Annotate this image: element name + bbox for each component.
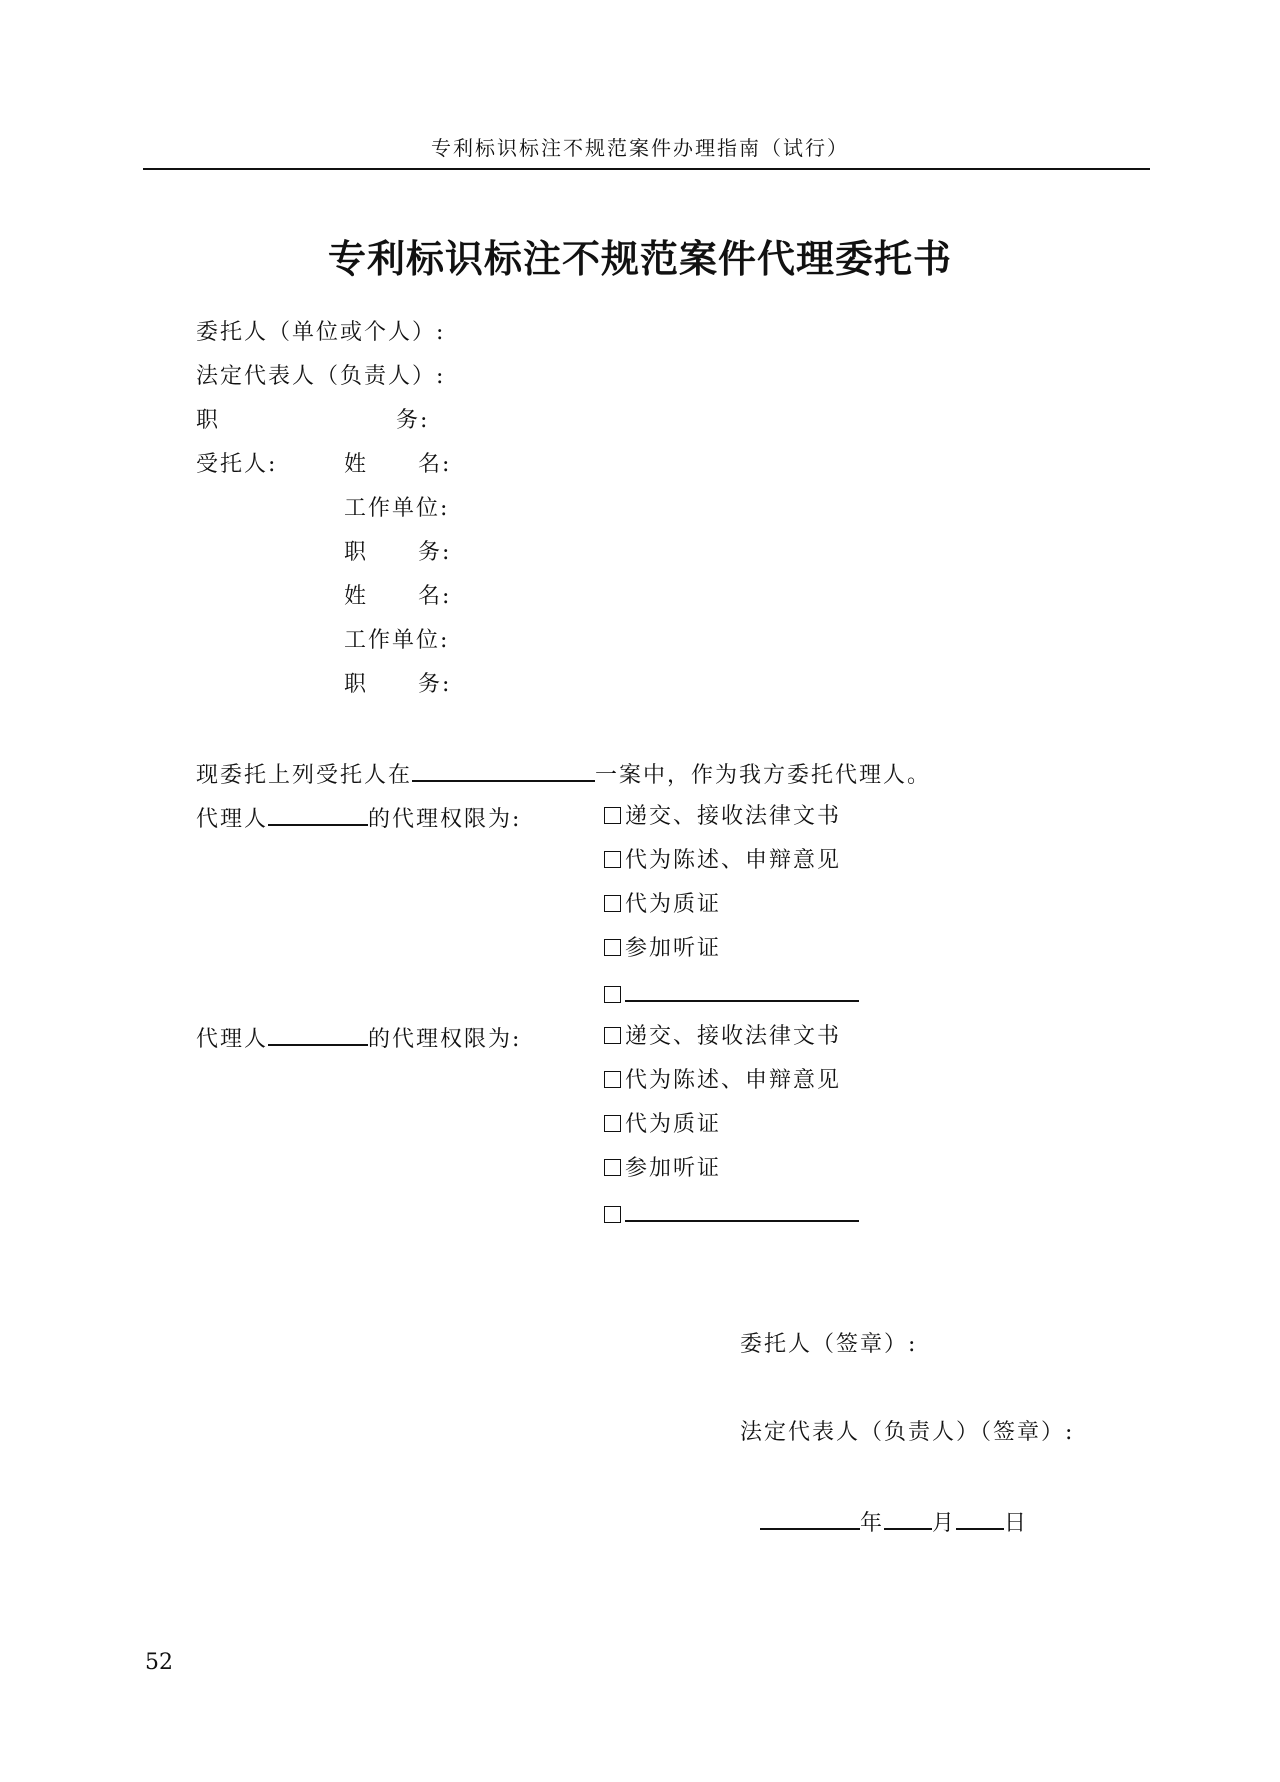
document-title: 专利标识标注不规范案件代理委托书	[327, 236, 952, 281]
legal-rep-label: 法定代表人（负责人）:	[196, 364, 446, 389]
authority-1-prefix: 代理人	[196, 807, 269, 832]
authority-1-suffix: 的代理权限为:	[368, 807, 522, 832]
checkbox[interactable]	[604, 895, 621, 912]
year-blank[interactable]	[760, 1506, 860, 1530]
authority-1-option[interactable]	[604, 846, 841, 876]
page-number: 52	[145, 1650, 173, 1675]
option-label: 参加听证	[625, 936, 722, 961]
month-label: 月	[932, 1511, 957, 1536]
entrust-statement	[196, 758, 931, 791]
option-label: 递交、接收法律文书	[625, 1024, 842, 1049]
entrust-suffix: 一案中，作为我方委托代理人。	[595, 763, 932, 788]
checkbox[interactable]	[604, 1027, 621, 1044]
agent-1-name-label-a: 姓	[344, 452, 369, 477]
authority-1-option[interactable]	[604, 890, 721, 920]
agent-1-name-label-b: 名:	[418, 452, 452, 477]
checkbox[interactable]	[604, 851, 621, 868]
option-label: 递交、接收法律文书	[625, 804, 842, 829]
day-label: 日	[1004, 1511, 1029, 1536]
other-authority-blank[interactable]	[625, 978, 859, 1002]
principal-position-label-b: 务:	[396, 408, 430, 433]
agent-2-workplace-label: 工作单位:	[344, 628, 450, 653]
day-blank[interactable]	[956, 1506, 1004, 1530]
option-label: 代为质证	[625, 892, 722, 917]
other-authority-blank[interactable]	[625, 1198, 859, 1222]
authority-2-header	[196, 1022, 521, 1055]
agent-1-position-label-b: 务:	[418, 540, 452, 565]
checkbox[interactable]	[604, 1071, 621, 1088]
option-label: 代为陈述、申辩意见	[625, 848, 842, 873]
agent-2-position-label-b: 务:	[418, 672, 452, 697]
agent-2-position-label-a: 职	[344, 672, 369, 697]
principal-signature-label: 委托人（签章）:	[740, 1332, 918, 1357]
authority-2-prefix: 代理人	[196, 1027, 269, 1052]
checkbox[interactable]	[604, 986, 621, 1003]
year-label: 年	[860, 1511, 885, 1536]
agent-2-name-label-b: 名:	[418, 584, 452, 609]
principal-position-label-a: 职	[196, 408, 221, 433]
option-label: 代为陈述、申辩意见	[625, 1068, 842, 1093]
authority-1-option[interactable]	[604, 802, 841, 832]
authority-1-option-other[interactable]	[604, 978, 859, 1011]
authority-1-header	[196, 802, 521, 835]
authority-2-option[interactable]	[604, 1110, 721, 1140]
option-label: 参加听证	[625, 1156, 722, 1181]
checkbox[interactable]	[604, 1115, 621, 1132]
authority-2-option[interactable]	[604, 1154, 721, 1184]
checkbox[interactable]	[604, 1206, 621, 1223]
signature-date	[760, 1506, 1028, 1539]
principal-name-label: 委托人（单位或个人）:	[196, 320, 446, 345]
authority-1-option[interactable]	[604, 934, 721, 964]
agent-2-name-label-a: 姓	[344, 584, 369, 609]
authority-2-suffix: 的代理权限为:	[368, 1027, 522, 1052]
authority-2-option[interactable]	[604, 1022, 841, 1052]
authority-2-option-other[interactable]	[604, 1198, 859, 1231]
checkbox[interactable]	[604, 939, 621, 956]
authority-2-agent-blank[interactable]	[268, 1022, 368, 1046]
header-divider	[143, 168, 1150, 170]
case-name-blank[interactable]	[412, 758, 595, 782]
option-label: 代为质证	[625, 1112, 722, 1137]
authority-2-option[interactable]	[604, 1066, 841, 1096]
checkbox[interactable]	[604, 1159, 621, 1176]
legal-rep-signature-label: 法定代表人（负责人）（签章）:	[740, 1420, 1075, 1445]
authority-1-agent-blank[interactable]	[268, 802, 368, 826]
agent-1-position-label-a: 职	[344, 540, 369, 565]
entrust-prefix: 现委托上列受托人在	[196, 763, 413, 788]
checkbox[interactable]	[604, 807, 621, 824]
agent-section-label: 受托人:	[196, 452, 278, 477]
running-header: 专利标识标注不规范案件办理指南（试行）	[431, 136, 849, 160]
agent-1-workplace-label: 工作单位:	[344, 496, 450, 521]
month-blank[interactable]	[884, 1506, 932, 1530]
